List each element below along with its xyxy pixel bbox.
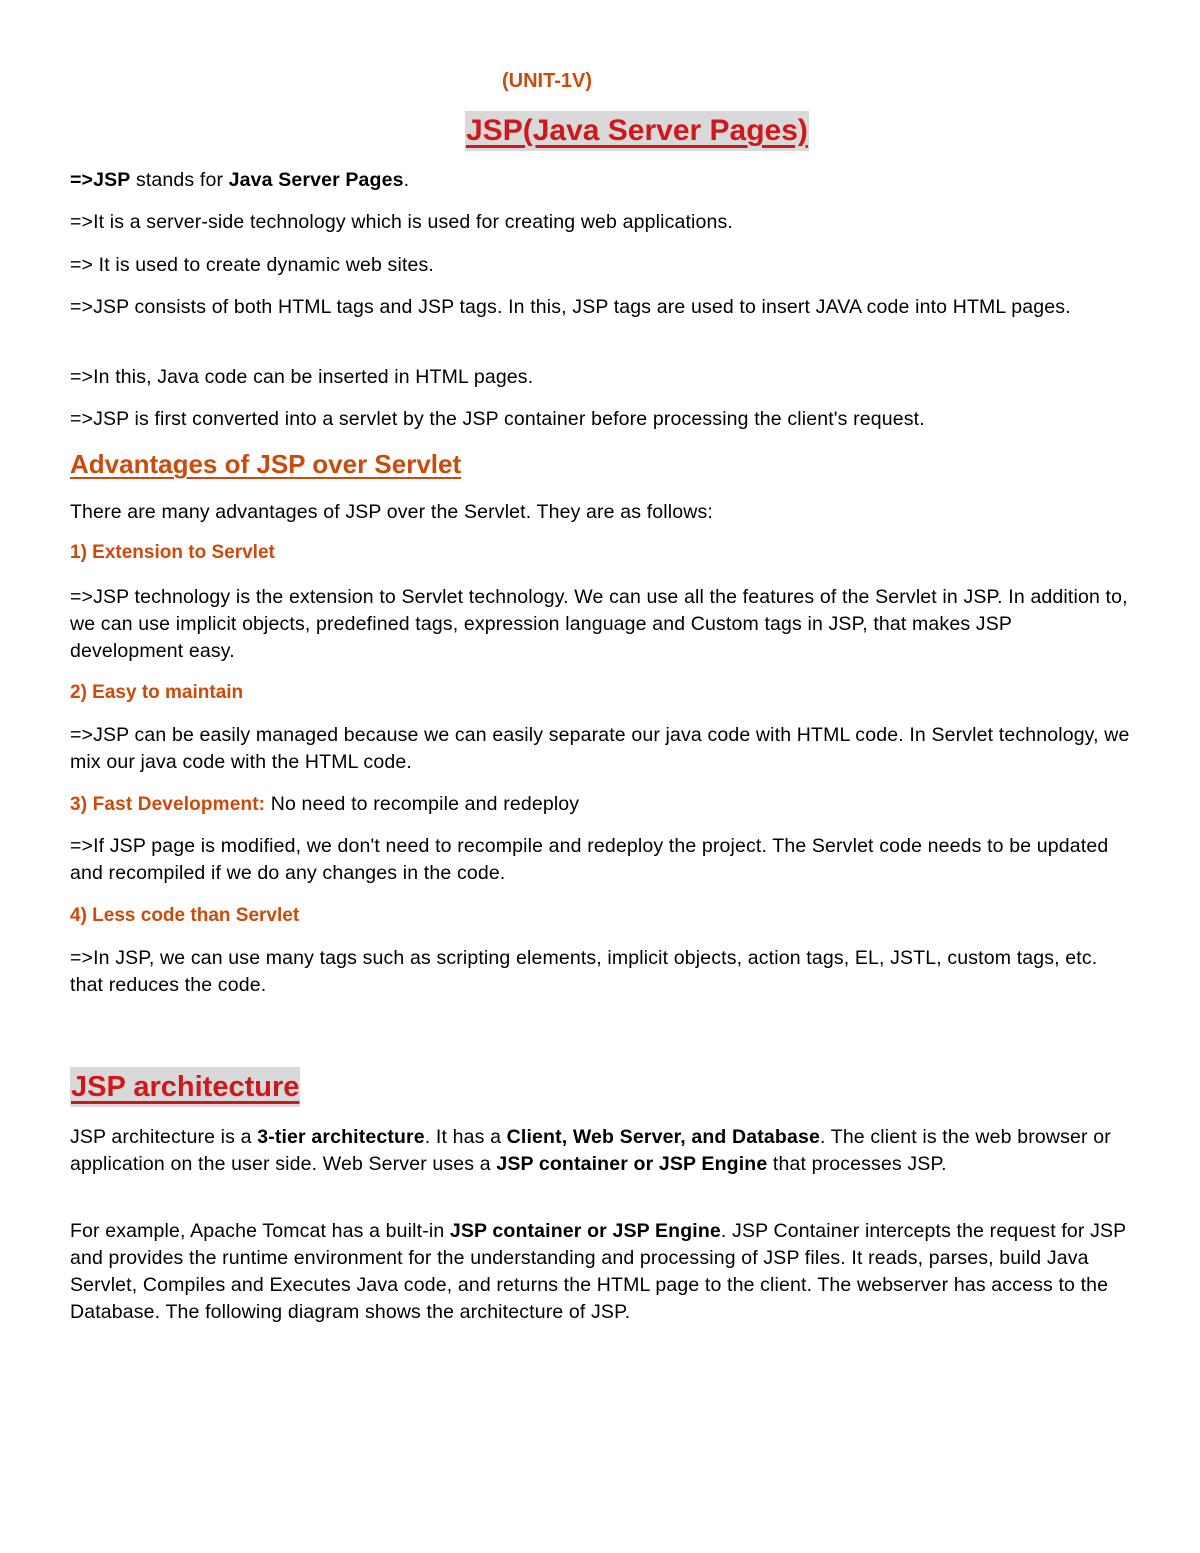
advantages-intro: There are many advantages of JSP over the Servlet. They are as follows: — [70, 501, 713, 523]
advantage-3-body: =>If JSP page is modified, we don't need to recompile and redeploy the project. The Servlet code needs to be updated and recompiled if we do any changes in the code. — [70, 835, 1109, 884]
intro-text: stands for — [130, 169, 229, 191]
intro-paragraph-1 — [70, 167, 1130, 194]
intro-text-end: . — [403, 169, 410, 191]
jsp-expansion: Java Server Pages — [228, 169, 404, 191]
advantages-heading: Advantages of JSP over Servlet — [70, 449, 462, 479]
architecture-heading: JSP architecture — [70, 1067, 300, 1107]
intro-paragraph-4: =>JSP consists of both HTML tags and JSP tags. In this, JSP tags are used to insert JAVA code into HTML pages. — [70, 296, 1071, 318]
page-title: JSP(Java Server Pages) — [465, 111, 809, 151]
arch-text: . JSP Container intercepts the request for JSP and provides the runtime environment for the understanding and processing of JSP files. It reads, parses, build Java Servlet, Compiles and Executes Java code, and returns the HTML page to the client. The webserver has access to the Database. The following diagram shows the architecture of JSP. — [70, 1220, 1126, 1323]
intro-paragraph-3: => It is used to create dynamic web sites. — [70, 254, 434, 276]
arch-text: JSP architecture is a — [70, 1126, 258, 1148]
advantage-3-row — [70, 791, 1130, 818]
intro-paragraph-5: =>In this, Java code can be inserted in HTML pages. — [70, 366, 534, 388]
advantage-2-heading: 2) Easy to maintain — [70, 682, 244, 703]
arch-bold-tier: 3-tier architecture — [257, 1126, 425, 1148]
advantage-3-heading-tail: No need to recompile and redeploy — [265, 793, 580, 815]
architecture-paragraph-1 — [70, 1124, 1130, 1178]
advantage-4-body: =>In JSP, we can use many tags such as scripting elements, implicit objects, action tags, EL, JSTL, custom tags, etc. that reduces the code. — [70, 947, 1098, 996]
intro-paragraph-2: =>It is a server-side technology which is used for creating web applications. — [70, 211, 733, 233]
advantage-4-heading: 4) Less code than Servlet — [70, 905, 300, 926]
arch-bold-components: Client, Web Server, and Database — [506, 1126, 820, 1148]
advantage-3-heading: 3) Fast Development: — [70, 794, 266, 815]
architecture-paragraph-2 — [70, 1218, 1130, 1326]
jsp-prefix: =>JSP — [70, 169, 131, 191]
advantage-1-heading: 1) Extension to Servlet — [70, 542, 275, 563]
arch-bold-container: JSP container or JSP Engine — [496, 1153, 768, 1175]
arch-text: that processes JSP. — [767, 1153, 947, 1175]
advantage-1-body: =>JSP technology is the extension to Servlet technology. We can use all the features of the Servlet in JSP. In addition to, we can use implicit objects, predefined tags, expression language and Custom tags in JSP, that makes JSP development easy. — [70, 586, 1128, 662]
arch-text: . It has a — [424, 1126, 507, 1148]
intro-paragraph-6: =>JSP is first converted into a servlet by the JSP container before processing the client's request. — [70, 408, 925, 430]
arch-text: For example, Apache Tomcat has a built-in — [70, 1220, 450, 1242]
advantage-2-body: =>JSP can be easily managed because we can easily separate our java code with HTML code. In Servlet technology, we mix our java code with the HTML code. — [70, 724, 1130, 773]
unit-label: (UNIT-1V) — [502, 70, 592, 92]
arch-text: . The client is the web browser or application on the user side. Web Server uses a — [70, 1126, 1111, 1175]
arch-bold-container: JSP container or JSP Engine — [449, 1220, 721, 1242]
